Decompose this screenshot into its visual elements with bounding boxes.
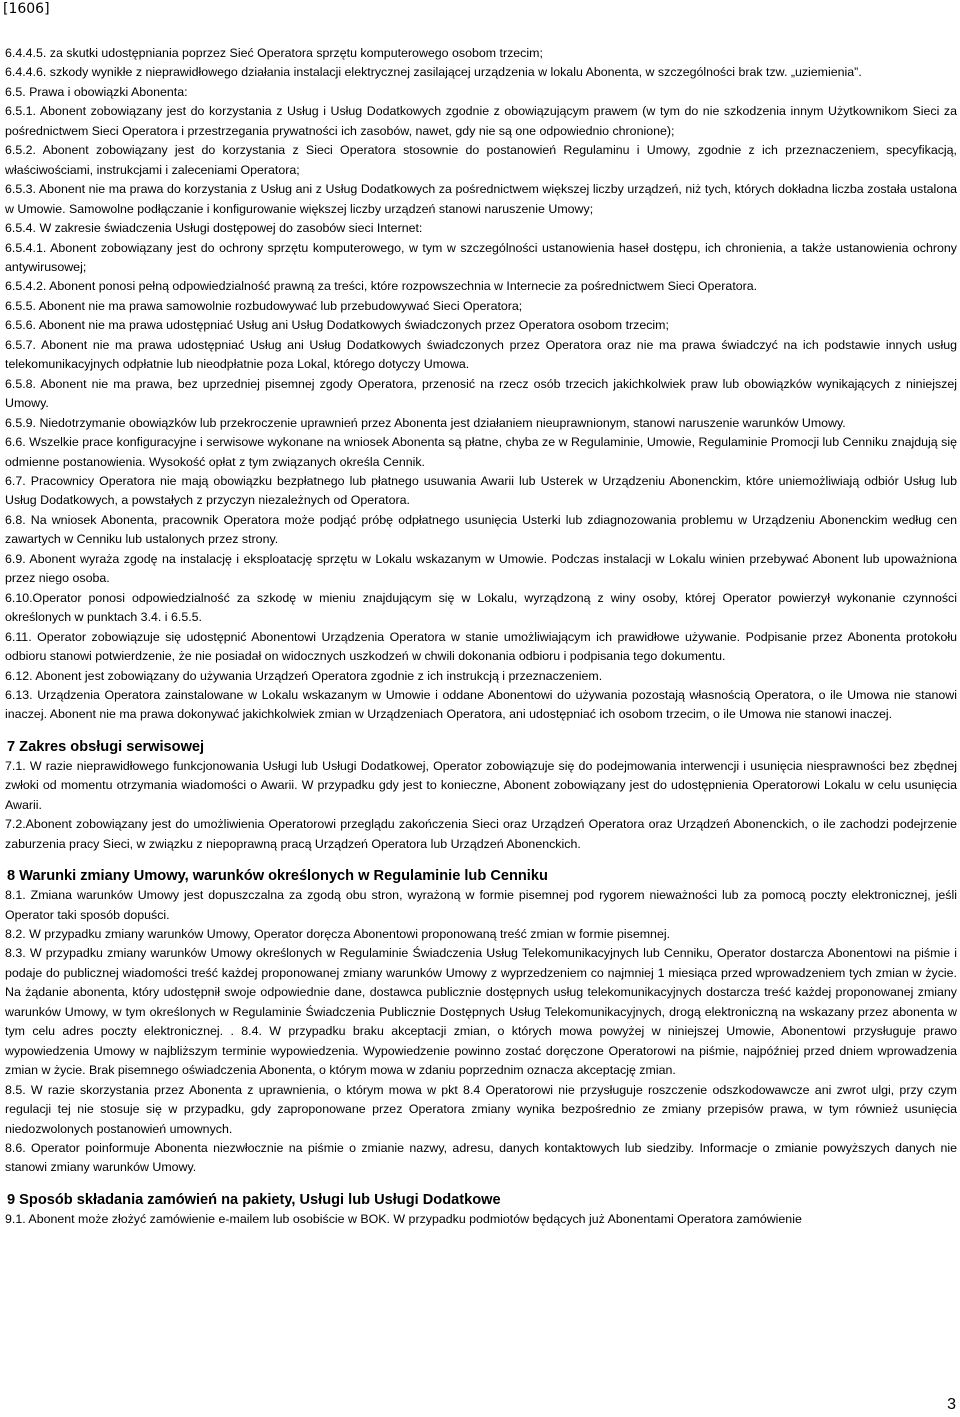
paragraph: 9.1. Abonent może złożyć zamówienie e-mailem lub osobiście w BOK. W przypadku podmiotów będących już Abonentami Operatora zamówienie [5,1211,802,1226]
paragraph: 6.4.4.5. za skutki udostępniania poprzez Sieć Operatora sprzętu komputerowego osobom trzecim; [5,46,543,60]
page-number: 3 [947,1396,956,1413]
paragraph: 8.6. Operator poinformuje Abonenta niezwłocznie na piśmie o zmianie nazwy, adresu, danych kontaktowych lub siedziby. Informacje o zmianie powyższych danych nie stanowi zmiany warunków Umowy. [5,1141,957,1175]
paragraph: 6.5.3. Abonent nie ma prawa do korzystania z Usług ani z Usług Dodatkowych za pośrednictwem większej liczby urządzeń, niż tych, których dokładna liczba została ustalona w Umowie. Samowolne podłączanie i konfigurowanie większej liczby urządzeń stanowi naruszenie Umowy; [5,182,957,216]
section-heading: 9 Sposób składania zamówień na pakiety, Usługi lub Usługi Dodatkowe [7,1191,501,1208]
paragraph: 6.12. Abonent jest zobowiązany do używania Urządzeń Operatora zgodnie z ich instrukcją i przeznaczeniem. [5,668,603,683]
paragraph: 8.1. Zmiana warunków Umowy jest dopuszczalna za zgodą obu stron, wyrażoną w formie pisemnej pod rygorem nieważności lub za pomocą poczty elektronicznej, jeśli Operator taki sposób dopuści. [5,888,957,922]
paragraph: 7.1. W razie nieprawidłowego funkcjonowania Usługi lub Usługi Dodatkowej, Operator zobowiązuje się do podejmowania interwencji i usunięcia niesprawności bez zbędnej zwłoki od momentu otrzymania wiadomości o Awarii. W przypadku gdy jest to konieczne, Abonent zobowiązany jest do udostępnienia Operatorowi Lokalu w celu usunięcia Awarii. [5,758,957,812]
paragraph: 6.4.4.6. szkody wynikłe z nieprawidłowego działania instalacji elektrycznej zasilającej urządzenia w lokalu Abonenta, w szczególności brak tzw. „uziemienia”. [5,65,862,80]
paragraph: 7.2.Abonent zobowiązany jest do umożliwienia Operatorowi przeglądu zakończenia Sieci oraz Urządzeń Operatora oraz Urządzeń Abonenckich, o ile zachodzi podejrzenie zaburzenia pracy Sieci, w związku z niepoprawną pracą Urządzeń Operatora lub Urządzeń Abonenckich. [5,817,957,851]
paragraph: 6.5.5. Abonent nie ma prawa samowolnie rozbudowywać lub przebudowywać Sieci Operatora; [5,298,523,313]
paragraph: 6.13. Urządzenia Operatora zainstalowane w Lokalu wskazanym w Umowie i oddane Abonentowi do używania pozostają własnością Operatora, o ile Umowa nie stanowi inaczej. Abonent nie ma prawa dokonywać jakichkolwiek zmian w Urządzeniach Operatora, ani udostępniać ich osobom trzecim, o ile Umowa nie stanowi inaczej. [5,687,957,722]
paragraph: 6.5.4.2. Abonent ponosi pełną odpowiedzialność prawną za treści, które rozpowszechnia w Internecie za pośrednictwem Sieci Operatora. [5,279,758,294]
paragraph: 6.7. Pracownicy Operatora nie mają obowiązku bezpłatnego lub płatnego usuwania Awarii lub Usterek w Urządzeniu Abonenckim, które uniemożliwiają odbiór Usług lub Usług Dodatkowych, a powstałych z przyczyn niezależnych od Operatora. [5,473,957,508]
paragraph: 6.5.4.1. Abonent zobowiązany jest do ochrony sprzętu komputerowego, w tym w szczególności ustanowienia haseł dostępu, ich chronienia, a także ustanowienia ochrony antywirusowej; [5,240,957,274]
paragraph: 6.11. Operator zobowiązuje się udostępnić Abonentowi Urządzenia Operatora w stanie umożliwiającym ich prawidłowe używanie. Podpisanie przez Abonenta protokołu odbioru stanowi potwierdzenie, że nie posiadał on widocznych uszkodzeń w chwili dokonania odbioru i podpisania tego dokumentu. [5,629,957,664]
paragraph: 6.6. Wszelkie prace konfiguracyjne i serwisowe wykonane na wniosek Abonenta są płatne, chyba ze w Regulaminie, Umowie, Regulaminie Promocji lub Cenniku znajdują się odmienne postanowienia. Wysokość opłat z tym związanych określa Cennik. [5,435,957,469]
paragraph: 6.10.Operator ponosi odpowiedzialność za szkodę w mieniu znajdującym się w Lokalu, wyrządzoną z winy osoby, której Operator powierzył wykonanie czynności określonych w punktach 3.4. i 6.5.5. [5,590,957,625]
paragraph: 8.2. W przypadku zmiany warunków Umowy, Operator doręcza Abonentowi proponowaną treść zmian w formie pisemnej. [5,927,671,942]
paragraph: 6.5.7. Abonent nie ma prawa udostępniać Usług ani Usług Dodatkowych świadczonych przez Operatora oraz nie ma prawa świadczyć na ich podstawie innych usług telekomunikacyjnych odpłatnie lub nieodpłatnie poza Lokal, którego dotyczy Umowa. [5,337,957,372]
paragraph: 6.5. Prawa i obowiązki Abonenta: [5,84,188,99]
paragraph: 6.5.1. Abonent zobowiązany jest do korzystania z Usług i Usług Dodatkowych zgodnie z obowiązującym prawem (w tym do nie szkodzenia innym Użytkownikom Sieci za pośrednictwem Sieci Operatora i przestrzegania prywatności ich zasobów, nawet, gdy nie są one odpowiednio chronione); [5,104,957,138]
paragraph: 6.9. Abonent wyraża zgodę na instalację i eksploatację sprzętu w Lokalu wskazanym w Umowie. Podczas instalacji w Lokalu winien przebywać Abonent lub upoważniona przez niego osoba. [5,551,957,586]
page-id: [1606] [3,1,50,17]
paragraph: 8.5. W razie skorzystania przez Abonenta z uprawnienia, o którym mowa w pkt 8.4 Operatorowi nie przysługuje roszczenie odszkodowawcze ani zwrot ulgi, przy czym regulacji tej nie stosuje się w przypadku, gdy zaproponowane przez Operatora zmiany wynika bezpośrednio ze zmiany przepisów prawa, w tym również usunięcia niedozwolonych postanowień umownych. [5,1082,957,1136]
section-heading: 8 Warunki zmiany Umowy, warunków określonych w Regulaminie lub Cenniku [7,868,548,885]
paragraph: 6.5.9. Niedotrzymanie obowiązków lub przekroczenie uprawnień przez Abonenta jest działaniem nieuprawnionym, stanowi naruszenie warunków Umowy. [5,415,846,430]
section-gap [5,725,957,737]
paragraph: 6.5.8. Abonent nie ma prawa, bez uprzedniej pisemnej zgody Operatora, przenosić na rzecz osób trzecich jakichkolwiek praw lub obowiązków wynikających z niniejszej Umowy. [5,376,957,411]
document-body [5,44,957,1229]
section-gap [5,854,957,866]
paragraph: 6.5.2. Abonent zobowiązany jest do korzystania z Sieci Operatora stosownie do postanowień Regulaminu i Umowy, zgodnie z ich przeznaczeniem, specyfikacją, właściwościami, instrukcjami i zaleceniami Operatora; [5,143,957,177]
section-heading: 7 Zakres obsługi serwisowej [7,738,205,755]
paragraph: 6.5.6. Abonent nie ma prawa udostępniać Usług ani Usług Dodatkowych świadczonych przez Operatora osobom trzecim; [5,318,669,333]
paragraph: 8.3. W przypadku zmiany warunków Umowy określonych w Regulaminie Świadczenia Usług Telekomunikacyjnych lub Cenniku, Operator dostarcza Abonentowi na piśmie i podaje do publicznej wiadomości treść każdej proponowanej zmiany warunków Umowy z wyprzedzeniem co najmniej 1 miesiąca przed wprowadzeniem tych zmian w życie. Na żądanie abonenta, który udostępnił swoje odpowiednie dane, dostawca publicznie dostępnych usług telekomunikacyjnych dostarcza treść każdej proponowanej zmiany warunków Umowy, w tym określonych w Regulaminie Świadczenia Publicznie Dostępnych Usług Telekomunikacyjnych, drogą elektroniczną na wskazany przez abonenta w tym celu adres poczty elektronicznej. . 8.4. W przypadku braku akceptacji zmian, o których mowa powyżej w niniejszej Umowie, Abonentowi przysługuje prawo wypowiedzenia Umowy w najbliższym terminie wypowiedzenia. Wypowiedzenie powinno zostać doręczone Operatorowi na piśmie, najpóźniej przed dniem wprowadzenia zmian w życie. Brak pisemnego oświadczenia Abonenta, o którym mowa w zdaniu poprzednim oznacza akceptację zmian. [5,946,957,1078]
paragraph: 6.5.4. W zakresie świadczenia Usługi dostępowej do zasobów sieci Internet: [5,221,423,236]
section-gap [5,1178,957,1190]
paragraph: 6.8. Na wniosek Abonenta, pracownik Operatora może podjąć próbę odpłatnego usunięcia Usterki lub zdiagnozowania problemu w Urządzeniu Abonenckim według cen zawartych w Cenniku lub ustalonych przez strony. [5,512,957,547]
